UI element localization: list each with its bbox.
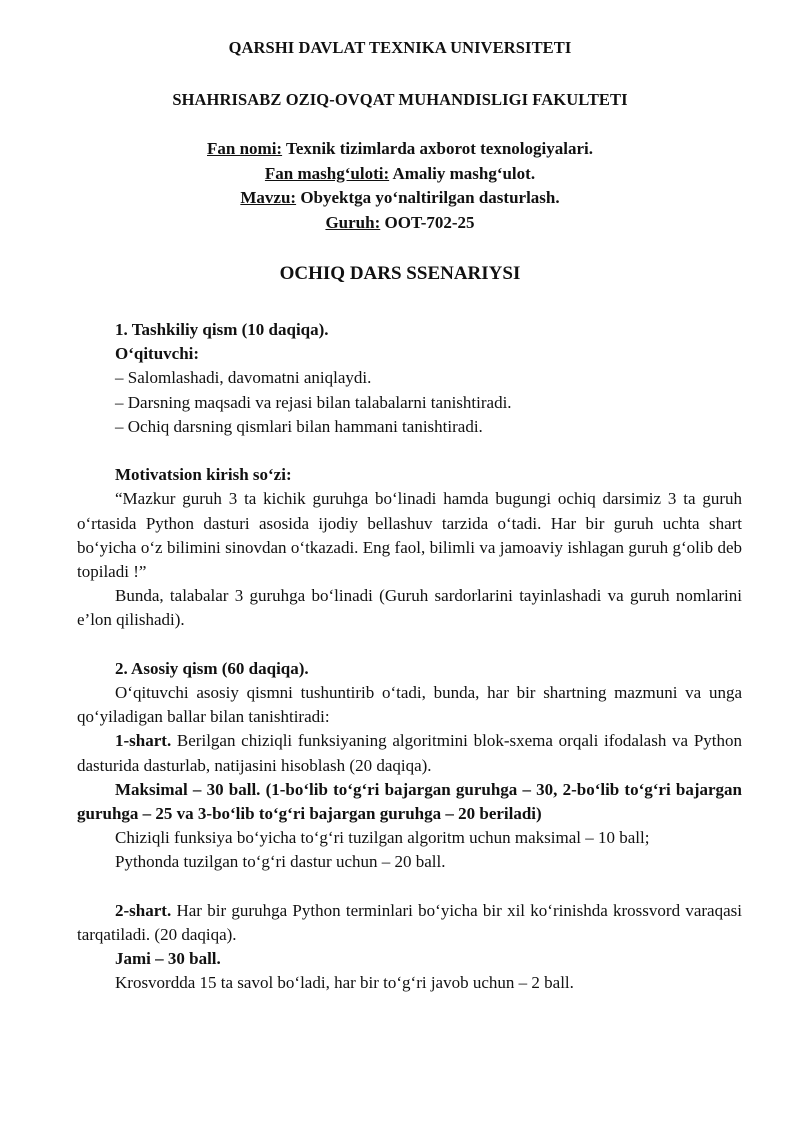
lesson-type-value: Amaliy mashg‘ulot.	[389, 164, 536, 183]
condition1-text: Berilgan chiziqli funksiyaning algoritmini blok-sxema orqali ifodalash va Python dasturida dasturlab, natijasini hisoblash (20 daqiqa).	[77, 731, 742, 775]
subject-value: Texnik tizimlarda axborot texnologiyalari.	[282, 139, 593, 158]
subject-label: Fan nomi:	[207, 139, 283, 158]
motivation-heading: Motivatsion kirish so‘zi:	[115, 465, 292, 485]
score-item: Chiziqli funksiya bo‘yicha to‘g‘ri tuzilgan algoritm uchun maksimal – 10 ball;	[115, 828, 650, 848]
lesson-type-label: Fan mashg‘uloti:	[264, 164, 390, 183]
section2-heading: 2. Asosiy qism (60 daqiqa).	[115, 658, 309, 678]
topic-label: Mavzu:	[240, 188, 297, 207]
condition2-label: 2-shart.	[115, 900, 172, 920]
condition2-points: Krosvordda 15 ta savol bo‘ladi, har bir to‘g‘ri javob uchun – 2 ball.	[115, 973, 574, 993]
group-label: Guruh:	[325, 213, 381, 232]
scenario-body	[77, 318, 742, 996]
group-value: OOT-702-25	[380, 213, 475, 232]
section2-intro: O‘qituvchi asosiy qismni tushuntirib o‘tadi, bunda, har bir shartning mazmuni va unga qo‘yiladigan ballar bilan tanishtiradi:	[77, 683, 742, 727]
lesson-type-line	[0, 164, 800, 184]
page-title: OCHIQ DARS SSENARIYSI	[279, 263, 521, 284]
score-item: Pythonda tuzilgan to‘g‘ri dastur uchun – 20 ball.	[115, 852, 446, 872]
condition2-total: Jami – 30 ball.	[115, 949, 221, 969]
groups-text: Bunda, talabalar 3 guruhga bo‘linadi (Guruh sardorlarini tayinlashadi va guruh nomlarini e’lon qilishadi).	[77, 586, 742, 630]
motivation-text: “Mazkur guruh 3 ta kichik guruhga bo‘linadi hamda bugungi ochiq darsimiz 3 ta guruh o‘rtasida Python dasturi asosida ijodiy bellashuv tarzida o‘tadi. Har bir guruh uchta shart bo‘yicha o‘z bilimini sinovdan o‘tkazadi. Eng faol, bilimli va jamoaviy ishlagan guruh g‘olib deb topiladi !”	[77, 489, 742, 582]
section1-heading: 1. Tashkiliy qism (10 daqiqa).	[115, 320, 329, 339]
condition1-paragraph	[77, 729, 742, 777]
list-item: – Ochiq darsning qismlari bilan hammani tanishtiradi.	[115, 416, 483, 436]
topic-value: Obyektga yo‘naltirilgan dasturlash.	[296, 188, 560, 207]
topic-line	[0, 188, 800, 208]
group-line	[0, 213, 800, 233]
condition1-max-score: Maksimal – 30 ball. (1-bo‘lib to‘g‘ri bajargan guruhga – 30, 2-bo‘lib to‘g‘ri bajargan guruhga – 25 va 3-bo‘lib to‘g‘ri bajargan guruhga – 20 beriladi)	[77, 779, 742, 824]
condition1-label: 1-shart.	[115, 731, 172, 751]
condition2-paragraph	[77, 899, 742, 947]
condition2-text: Har bir guruhga Python terminlari bo‘yicha bir xil ko‘rinishda krossvord varaqasi tarqatiladi. (20 daqiqa).	[77, 900, 742, 945]
university-name: QARSHI DAVLAT TEXNIKA UNIVERSITETI	[228, 38, 572, 57]
faculty-name: SHAHRISABZ OZIQ-OVQAT MUHANDISLIGI FAKULTETI	[172, 90, 628, 109]
list-item: – Darsning maqsadi va rejasi bilan talabalarni tanishtiradi.	[115, 392, 512, 412]
list-item: – Salomlashadi, davomatni aniqlaydi.	[115, 368, 372, 388]
subject-line	[0, 139, 800, 159]
teacher-heading: O‘qituvchi:	[115, 344, 200, 364]
